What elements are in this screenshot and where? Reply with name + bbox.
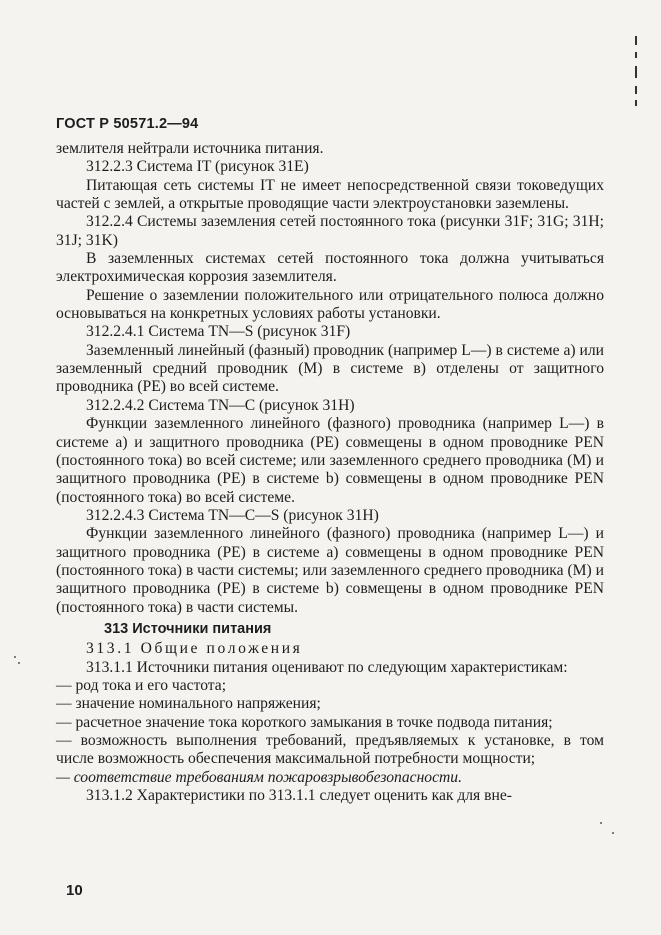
scan-edge-marks (632, 30, 640, 120)
list-item: — расчетное значение тока короткого замыкания в точке подвода питания; (56, 713, 553, 731)
subsection-heading: 312.2.4.1 Система TN—S (рисунок 31F) (86, 323, 351, 341)
body-paragraph: 313.1.1 Источники питания оценивают по следующим характеристикам: (86, 658, 568, 676)
subsection-heading: 312.2.4 Системы заземления сетей постоянного тока (рисунки 31F; 31G; 31H; 31J; 31K) (56, 213, 604, 249)
body-paragraph: Заземленный линейный (фазный) проводник (например L—) в системе а) или заземленный средний проводник (M) в системе в) отделены от защитного проводника (PE) во всей системе. (56, 341, 604, 396)
list-item: — значение номинального напряжения; (56, 695, 321, 713)
scan-speck (612, 832, 614, 834)
section-heading: 313 Источники питания (104, 620, 272, 637)
body-paragraph: В заземленных системах сетей постоянного тока должна учитываться электрохимическая коррозия заземлителя. (56, 250, 604, 286)
subsection-heading: 313.1 Общие положения (86, 640, 303, 658)
scan-speck (14, 656, 16, 658)
subsection-heading: 312.2.4.3 Система TN—C—S (рисунок 31H) (86, 506, 379, 524)
document-header: ГОСТ Р 50571.2—94 (56, 116, 199, 132)
scan-speck (18, 662, 20, 664)
subsection-heading: 312.2.3 Система IT (рисунок 31E) (86, 158, 309, 176)
body-paragraph: Решение о заземлении положительного или отрицательного полюса должно основываться на конкретных условиях работы установки. (56, 286, 604, 323)
body-paragraph: землителя нейтрали источника питания. (56, 140, 324, 157)
page-number: 10 (66, 882, 83, 899)
body-paragraph: Функции заземленного линейного (фазного) проводника (например L—) в системе а) и защитного проводника (PE) совмещены в одном проводнике PEN (постоянного тока) во всей системе; или заземленного среднего проводника (M) и защитного проводника (PE) в системе b) совмещены в одном проводнике PEN (постоянного тока) во всей системе. (56, 415, 604, 506)
body-paragraph: 313.1.2 Характеристики по 313.1.1 следует оценить как для вне- (86, 787, 512, 805)
list-item: — возможность выполнения требований, предъявляемых к установке, в том числе возможность обеспечения максимальной потребности мощности; (56, 732, 604, 768)
list-item: — соответствие требованиям пожаровзрывобезопасности. (56, 768, 462, 786)
list-item: — род тока и его частота; (56, 676, 227, 694)
body-paragraph: Питающая сеть системы IT не имеет непосредственной связи токоведущих частей с землей, а открытые проводящие части электроустановки заземлены. (56, 176, 604, 213)
body-paragraph: Функции заземленного линейного (фазного) проводника (например L—) и защитного проводника (PE) в системе а) совмещены в одном проводнике PEN (постоянного тока) в части системы; или заземленного среднего проводника (M) и защитного проводника (PE) в системе b) совмещены в одном проводнике PEN (постоянного тока) в части системы. (56, 525, 604, 616)
scan-speck (600, 822, 602, 824)
subsection-heading: 312.2.4.2 Система TN—C (рисунок 31H) (86, 396, 355, 414)
document-body (56, 140, 604, 805)
